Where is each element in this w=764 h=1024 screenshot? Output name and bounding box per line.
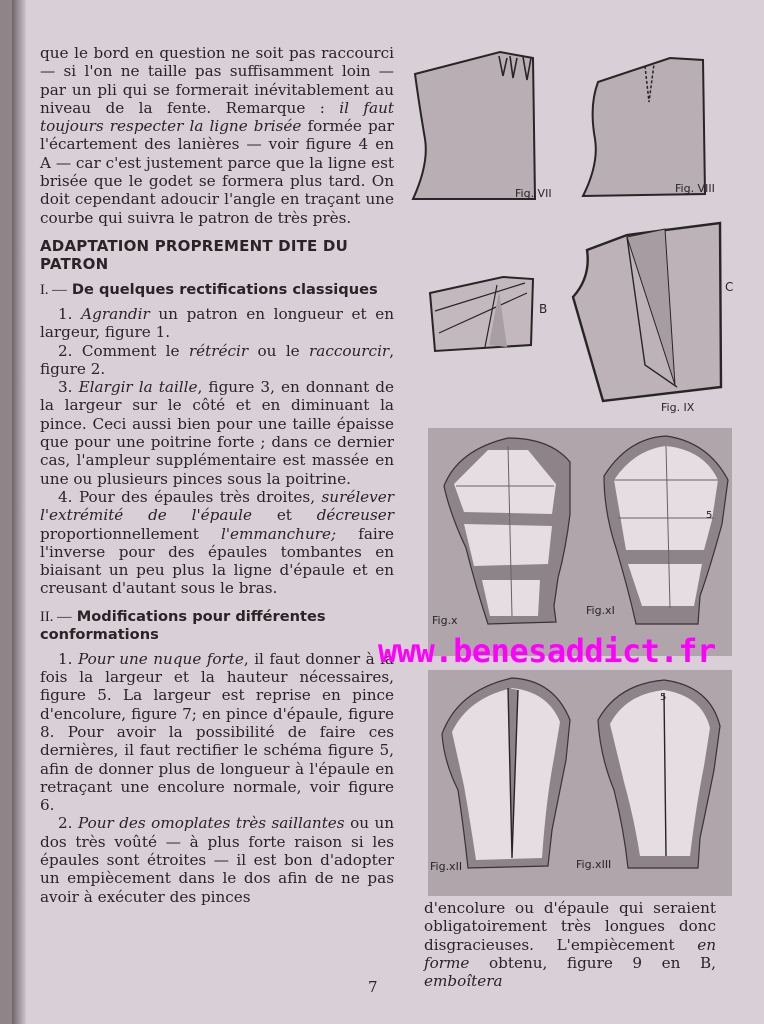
item-6: 2. Pour des omoplates très saillantes ou un dos très voûté — à plus forte raison si les épaules sont étroites — il est bon d'adopter un empiècement dans le dos afin de ne pas avoir à exécuter des pinces [40, 814, 395, 906]
fig11-mark: 5 [706, 510, 713, 521]
paragraph-intro: que le bord en question ne soit pas raccourci — si l'on ne taille pas suffisamment loin — par un pli qui se formerait inévitablement au niveau de la fente. Remarque : il faut toujours respecter la ligne brisée formée par l'écartement des lanières — voir figure 4 en A — car c'est justement parce que la ligne est brisée que le godet se formera plus tard. On doit cependant adoucir l'angle en traçant une courbe qui suivra le patron de très près. [40, 44, 394, 227]
item-4: 4. Pour des épaules très droites, surélever l'extrémité de l'épaule et décreuser proportionnellement l'emmanchure; faire l'inverse pour des épaules tombantes en biaisant un peu plus la ligne d'épaule et en creusant d'autant sous le bras. [40, 487, 395, 598]
page-gutter [12, 0, 26, 1024]
item-2: 2. Comment le rétrécir ou le raccourcir, figure 2. [40, 341, 395, 378]
item-5: 1. Pour une nuque forte, il faut donner à la fois la largeur et la hauteur nécessaires, figure 5. La largeur est reprise en pince d'encolure, figure 7; en pince d'épaule, figure 8. Pour avoir la possibilité de faire ces dernières, il faut rectifier le schéma figure 5, afin de donner plus de longueur à l'épaule en retraçant une encolure normale, voir figure 6. [40, 649, 395, 815]
fig9-label: Fig. IX [661, 401, 695, 414]
figure-9 [415, 215, 734, 420]
fig9-label-b: B [539, 302, 548, 316]
fig10-panel-2 [464, 524, 552, 566]
fig11-label: Fig.xI [586, 604, 615, 617]
left-text-column [40, 44, 394, 906]
fig12-label: Fig.xII [430, 860, 463, 873]
fig8-label: Fig. VIII [675, 182, 715, 195]
fig9-label-c: C [725, 280, 734, 294]
right-text-column: d'encolure ou d'épaule qui seraient obligatoirement très longues donc disgracieuses. L'empiècement en forme obtenu, figure 9 en B, emboîtera [424, 899, 717, 991]
fig13-label: Fig.xIII [576, 858, 612, 871]
subsection-heading-2: II. — Modifications pour différentes conformations [40, 607, 326, 643]
fig7-label: Fig. VII [515, 187, 552, 200]
fig13-mark: 5 [660, 692, 667, 703]
watermark-url: www.benesaddict.fr [378, 632, 716, 670]
figures-12-13 [428, 670, 732, 896]
item-3: 3. Elargir la taille, figure 3, en donnant de la largeur sur le côté et en diminuant la pince. Ceci aussi bien pour une taille épaisse que pour une poitrine forte ; dans ce dernier cas, l'ampleur supplémentaire est massée en une ou plusieurs pinces sous la poitrine. [40, 378, 395, 488]
section-heading: ADAPTATION PROPREMENT DITE DU PATRON [40, 236, 348, 273]
page-number: 7 [368, 978, 378, 996]
subsection-heading-1: I. — De quelques rectifications classiques [40, 280, 378, 298]
fig10-label: Fig.x [432, 614, 458, 627]
fig8-pattern [583, 58, 705, 196]
item-1: 1. Agrandir un patron en longueur et en largeur, figure 1. [40, 304, 395, 342]
fig7-pattern [413, 52, 535, 199]
figures-7-8 [405, 44, 735, 204]
figures-10-11 [428, 428, 732, 656]
